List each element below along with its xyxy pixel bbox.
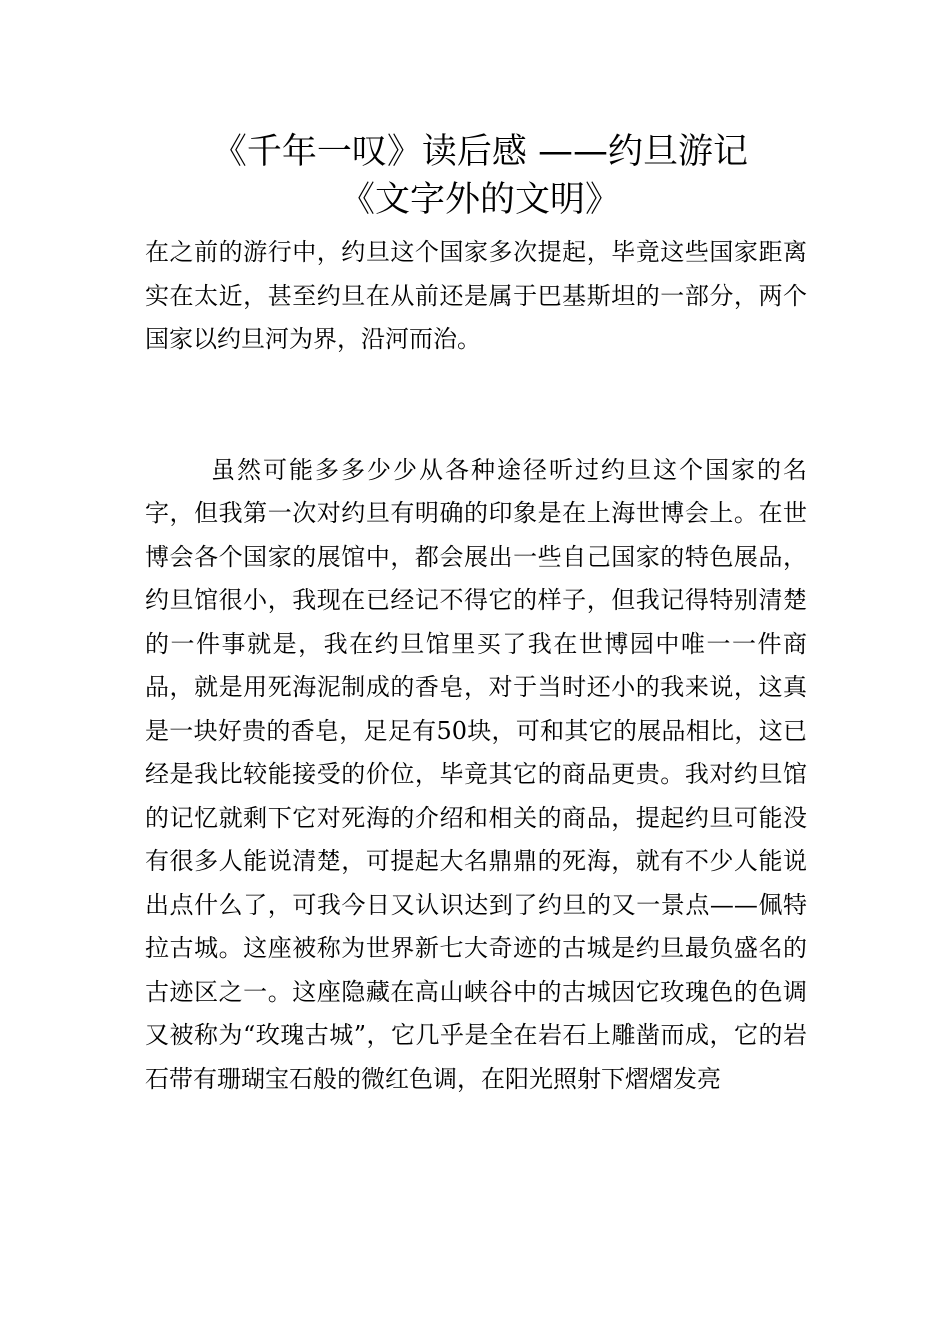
- document-title: [100, 128, 860, 224]
- paragraph-gap: [145, 362, 807, 449]
- document-body: [145, 231, 807, 1101]
- paragraph-2: 虽然可能多多少少从各种途径听过约旦这个国家的名字，但我第一次对约旦有明确的印象是在上海世博会上。在世博会各个国家的展馆中，都会展出一些自己国家的特色展品，约旦馆很小，我现在已经记不得它的样子，但我记得特别清楚的一件事就是，我在约旦馆里买了我在世博园中唯一一件商品，就是用死海泥制成的香皂，对于当时还小的我来说，这真是一块好贵的香皂，足足有50块，可和其它的展品相比，这已经是我比较能接受的价位，毕竟其它的商品更贵。我对约旦馆的记忆就剩下它对死海的介绍和相关的商品，提起约旦可能没有很多人能说清楚，可提起大名鼎鼎的死海，就有不少人能说出点什么了，可我今日又认识达到了约旦的又一景点——佩特拉古城。这座被称为世界新七大奇迹的古城是约旦最负盛名的古迹区之一。这座隐藏在高山峡谷中的古城因它玫瑰色的色调又被称为“玫瑰古城”，它几乎是全在岩石上雕凿而成，它的岩石带有珊瑚宝石般的微红色调，在阳光照射下熠熠发亮: [145, 455, 807, 1093]
- title-line-2: 《文字外的文明》: [339, 180, 620, 220]
- paragraph-1: 在之前的游行中，约旦这个国家多次提起，毕竟这些国家距离实在太近，甚至约旦在从前还是属于巴基斯坦的一部分，两个国家以约旦河为界，沿河而治。: [145, 238, 807, 353]
- title-line-1: 《千年一叹》读后感 ——约旦游记: [211, 132, 749, 172]
